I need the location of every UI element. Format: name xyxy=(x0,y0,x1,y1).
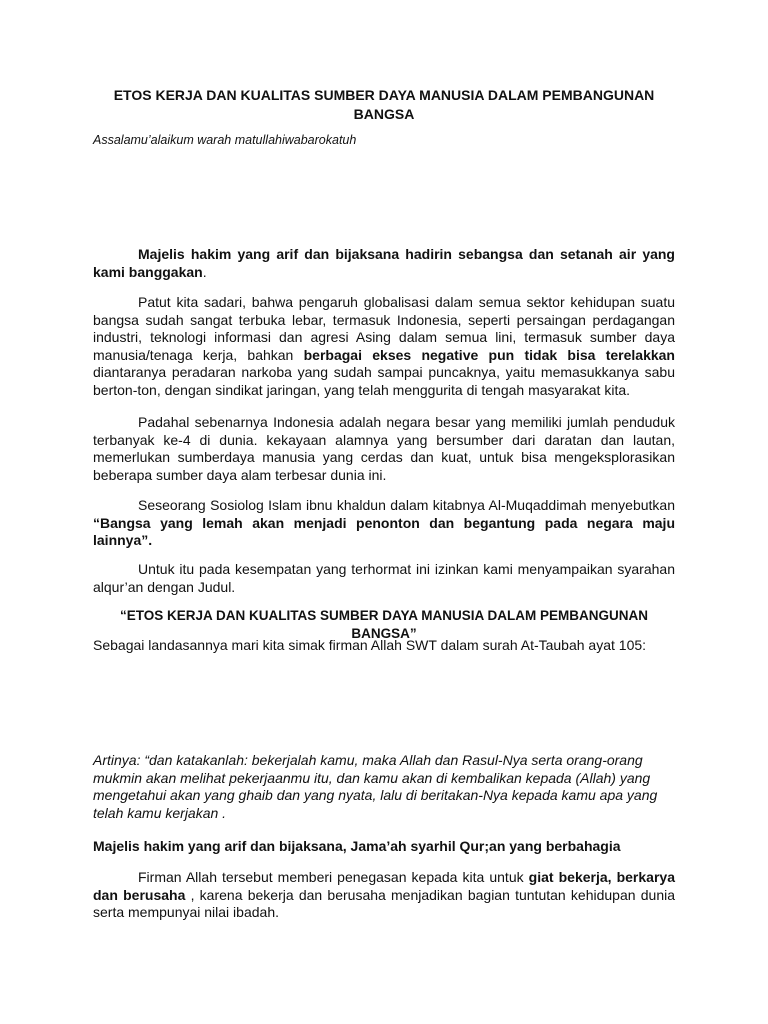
paragraph-kesempatan: Untuk itu pada kesempatan yang terhormat ini izinkan kami menyampaikan syarahan alqur’an dengan Judul. xyxy=(93,561,675,595)
subtitle: “ETOS KERJA DAN KUALITAS SUMBER DAYA MANUSIA DALAM PEMBANGUNAN BANGSA” xyxy=(119,608,649,641)
firman-text-b: , karena bekerja dan berusaha menjadikan bagian tuntutan kehidupan dunia serta mempunyai nilai ibadah. xyxy=(93,886,675,921)
globalisasi-bold-text: berbagai ekses negative pun tidak bisa terelakkan xyxy=(303,346,675,363)
paragraph-sosiolog xyxy=(93,497,675,550)
paragraph-address-1 xyxy=(93,246,675,281)
firman-bold-text: giat bekerja, berkarya dan berusaha xyxy=(93,869,675,903)
globalisasi-text-a: Patut kita sadari, bahwa pengaruh globalisasi dalam semua sektor kehidupan suatu bangsa sudah sangat terbuka lebar, termasuk Indonesia, seperti persaingan perdagangan industri, teknologi informasi dan agresi Asing dalam semua lini, termasuk sumber daya manusia/tenaga kerja, bahkan xyxy=(93,294,675,363)
globalisasi-text-b: diantaranya peradaran narkoba yang sudah sampai puncaknya, yaitu memasukkanya sabu berton-ton, dengan sindikat jaringan, yang telah menggurita di tengah masyarakat kita. xyxy=(93,364,675,398)
sosiolog-text: Seseorang Sosiolog Islam ibnu khaldun dalam kitabnya Al-Muqaddimah menyebutkan xyxy=(138,497,675,513)
paragraph-artinya: Artinya: “dan katakanlah: bekerjalah kamu, maka Allah dan Rasul-Nya serta orang-orang mukmin akan melihat pekerjaanmu itu, dan kamu akan di kembalikan kepada (Allah) yang mengetahui akan yang ghaib dan yang nyata, lalu di beritakan-Nya kepada kamu apa yang telah kamu kerjakan . xyxy=(93,752,658,821)
greeting: Assalamu’alaikum warah matullahiwabarokatuh xyxy=(93,133,357,147)
page-title: ETOS KERJA DAN KUALITAS SUMBER DAYA MANUSIA DALAM PEMBANGUNAN BANGSA xyxy=(113,87,655,122)
address-end: . xyxy=(202,263,207,280)
paragraph-indonesia: Padahal sebenarnya Indonesia adalah negara besar yang memiliki jumlah penduduk terbanyak ke-4 di dunia. kekayaan alamnya yang bersumber dari daratan dan lautan, memerlukan sumberdaya manusia yang cerdas dan kuat, untuk bisa mengeksplorasikan beberapa sumber daya alam terbesar dunia ini. xyxy=(93,414,675,483)
quote-bold-text: “Bangsa yang lemah akan menjadi penonton dan begantung pada negara maju lainnya”. xyxy=(93,514,675,549)
address-bold-text: Majelis hakim yang arif dan bijaksana hadirin sebangsa dan setanah air yang kami banggakan xyxy=(93,246,675,280)
firman-text-a: Firman Allah tersebut memberi penegasan kepada kita untuk xyxy=(138,869,529,885)
paragraph-landasan: Sebagai landasannya mari kita simak firman Allah SWT dalam surah At-Taubah ayat 105: xyxy=(93,637,647,653)
paragraph-globalisasi xyxy=(93,294,675,400)
paragraph-address-2: Majelis hakim yang arif dan bijaksana, Jama’ah syarhil Qur;an yang berbahagia xyxy=(93,838,621,854)
paragraph-firman xyxy=(93,869,675,922)
